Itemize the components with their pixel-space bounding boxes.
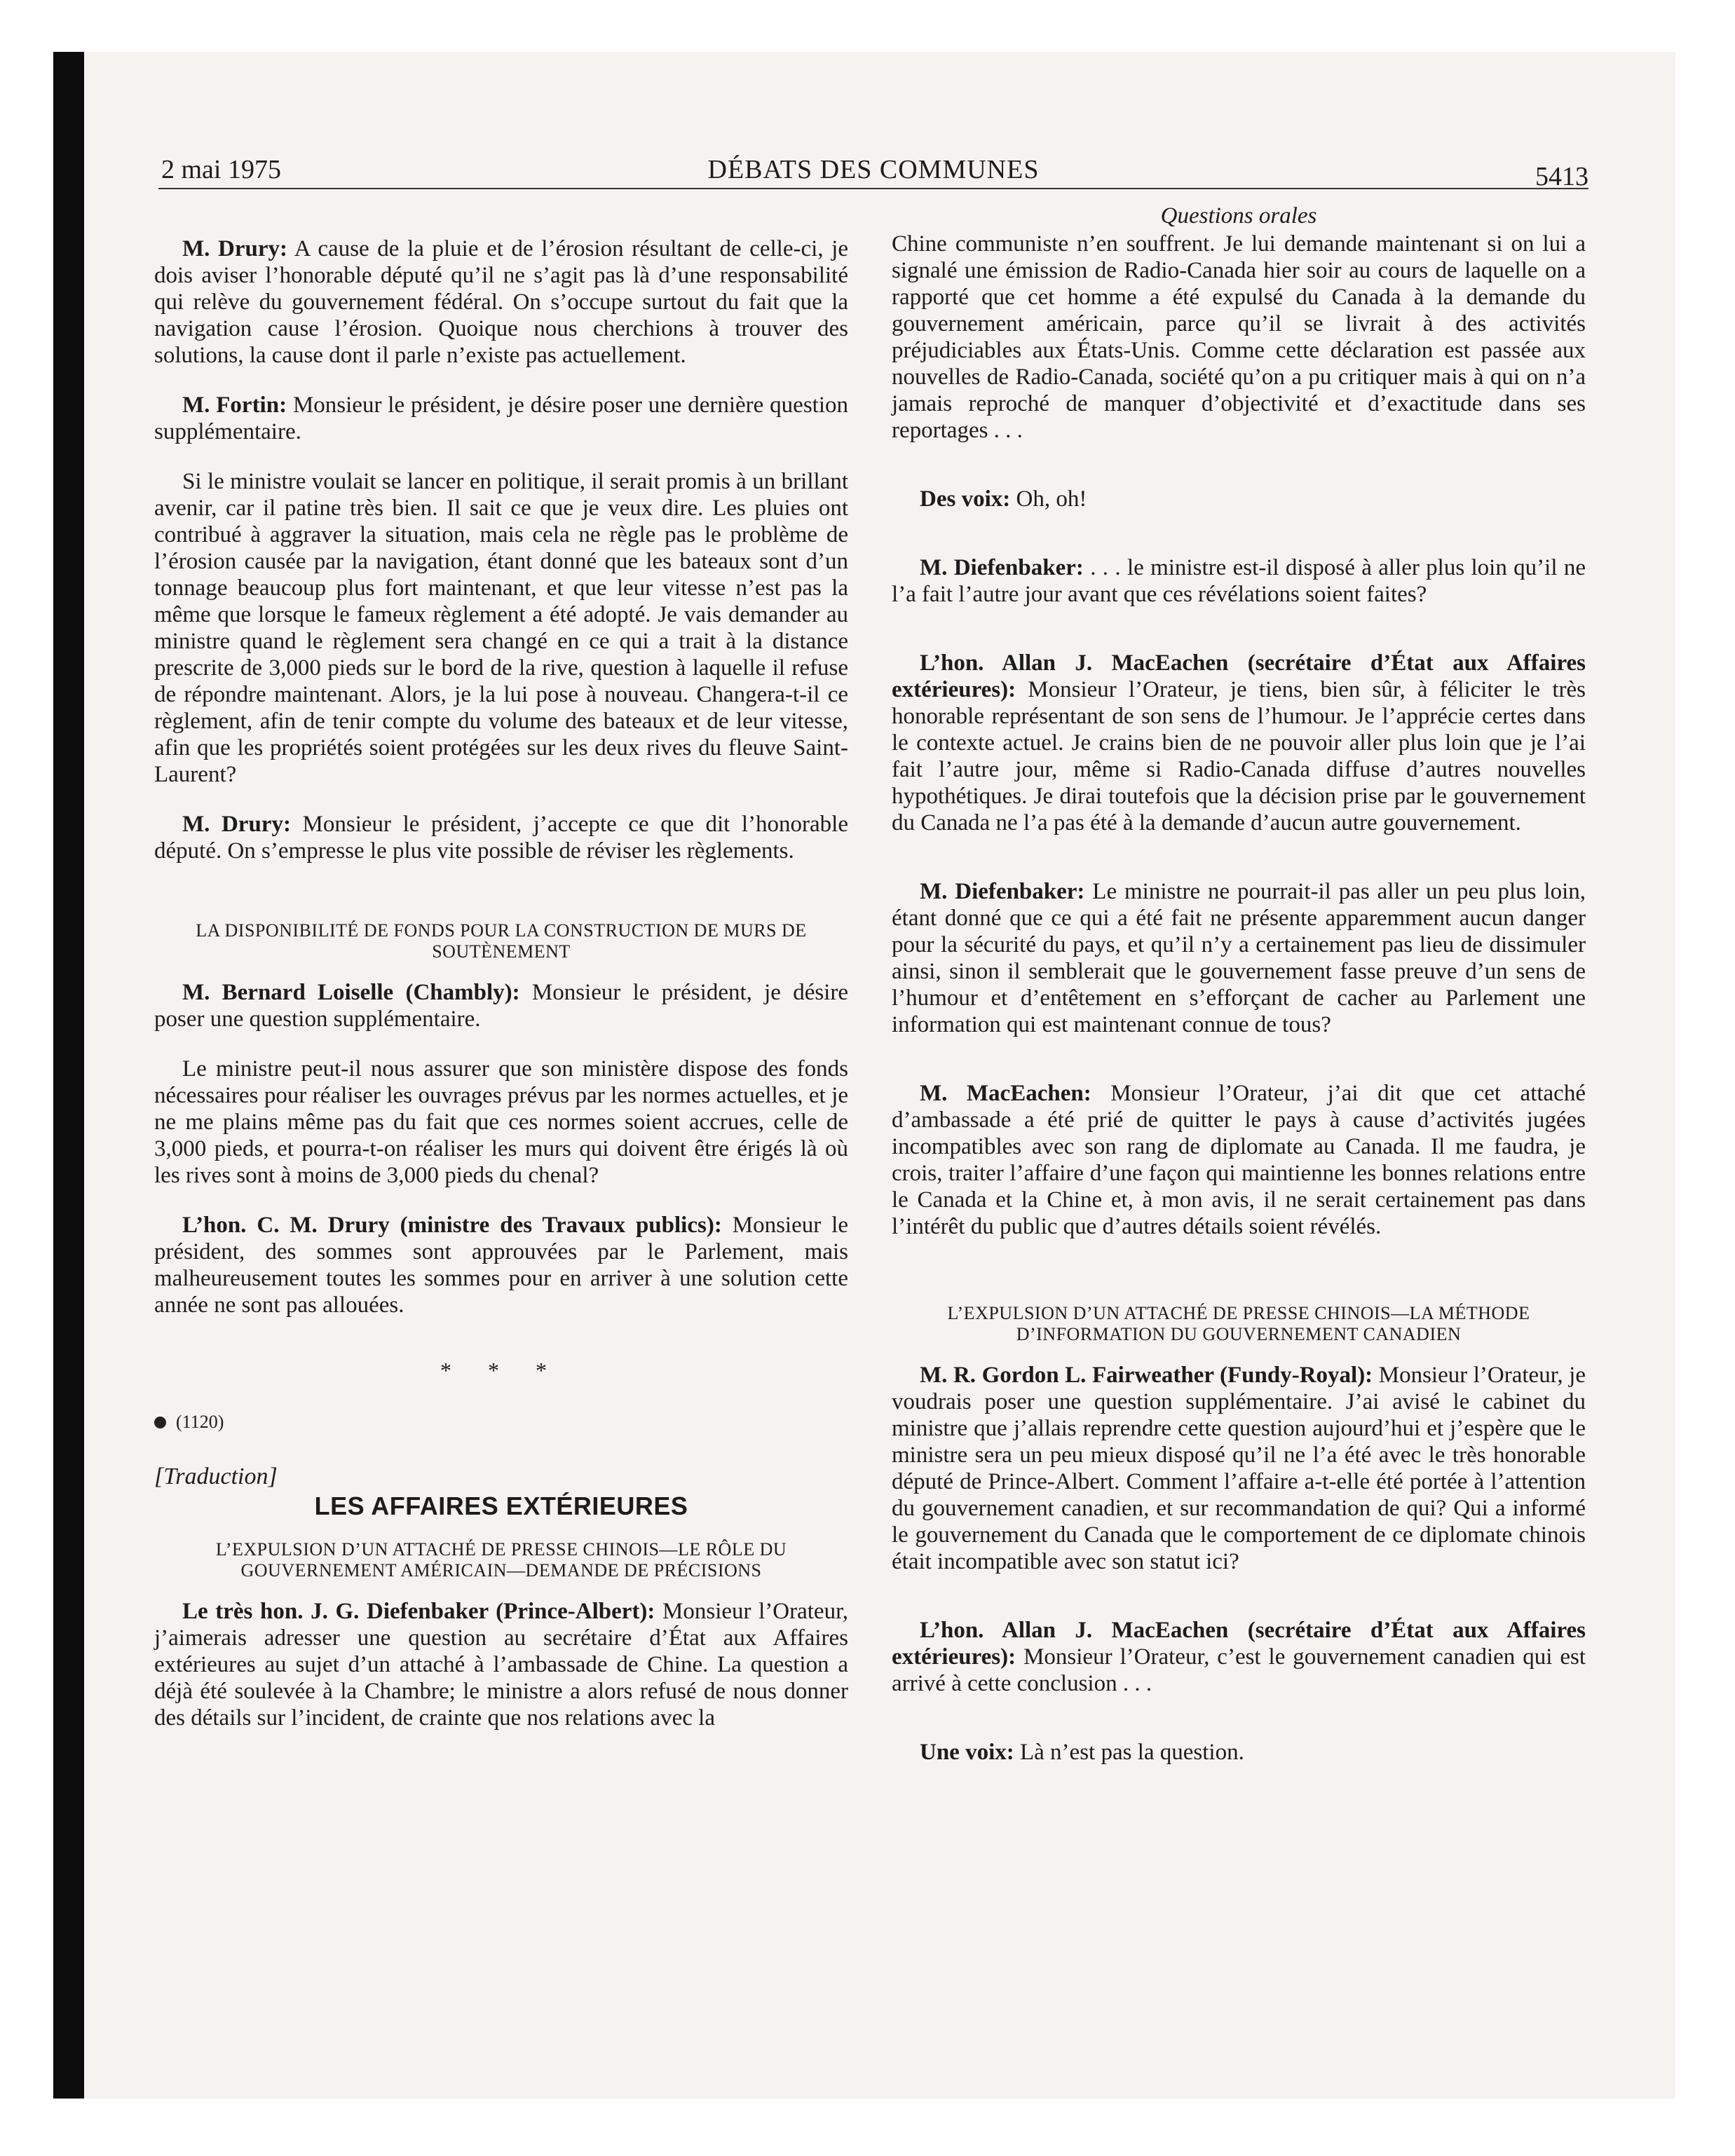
header-title: DÉBATS DES COMMUNES	[707, 155, 1040, 184]
paragraph-text: Monsieur le président, je désire poser une dernière question supplémentaire.	[154, 393, 849, 444]
speaker-name: M. MacEachen:	[920, 1081, 1091, 1106]
paragraph	[892, 878, 1586, 1038]
page-header	[158, 153, 1588, 189]
paragraph	[892, 650, 1586, 836]
speaker-name: L’hon. Allan J. MacEachen (secrétaire d’État aux Affaires extérieures):	[892, 1618, 1586, 1670]
paragraph	[892, 1362, 1586, 1575]
section-title: L’EXPULSION D’UN ATTACHÉ DE PRESSE CHINOIS—LE RÔLE DU GOUVERNEMENT AMÉRICAIN—DEMANDE DE PRÉCISIONS	[215, 1539, 787, 1581]
translation-note: [Traduction]	[154, 1464, 278, 1489]
speaker-name: M. Drury:	[182, 812, 291, 837]
paragraph	[892, 1739, 1586, 1766]
paragraph: Le ministre peut-il nous assurer que son ministère dispose des fonds nécessaires pour réaliser les ouvrages prévus par les normes actuelles, et je ne me plains même pas du fait que ces normes soient accrues, celle de 3,000 pieds, et pourra-t-on réaliser les murs qui doivent être érigés là où les rives sont à moins de 3,000 pieds du chenal?	[154, 1056, 848, 1188]
time-marker-text: (1120)	[176, 1412, 224, 1432]
paragraph	[892, 554, 1586, 608]
paragraph	[892, 486, 1586, 512]
speaker-name: M. Diefenbaker:	[920, 555, 1084, 580]
paragraph-text: Oh, oh!	[1010, 486, 1087, 512]
paragraph-text: Là n’est pas la question.	[1014, 1740, 1244, 1765]
paragraph-text: A cause de la pluie et de l’érosion résultant de celle-ci, je dois aviser l’honorable député qu’il ne s’agit pas là d’une responsabilité qui relève du gouvernement fédéral. On s’occupe surtout du fait que la navigation cause l’érosion. Quoique nous cherchions à trouver des solutions, la cause dont il parle n’existe pas actuellement.	[154, 236, 848, 368]
paragraph-text: Monsieur l’Orateur, j’aimerais adresser une question au secrétaire d’État aux Affaires extérieures au sujet d’un attaché à l’ambassade de Chine. La question a déjà été soulevée à la Chambre; le ministre a alors refusé de nous donner des détails sur l’incident, de crainte que nos relations avec la	[154, 1599, 848, 1731]
main-heading: LES AFFAIRES EXTÉRIEURES	[314, 1492, 688, 1520]
speaker-name: Une voix:	[920, 1740, 1014, 1765]
left-column	[154, 236, 848, 1731]
speaker-name: M. Diefenbaker:	[920, 879, 1085, 904]
paragraph	[154, 236, 848, 369]
time-marker	[154, 1412, 848, 1433]
speaker-name: M. Bernard Loiselle (Chambly):	[182, 980, 520, 1005]
paragraph-text: Le ministre ne pourrait-il pas aller un peu plus loin, étant donné que ce qui a été fait ne présente apparemment aucun danger pour la sécurité du pays, et qu’il n’y a certainement pas lieu de dissimuler ainsi, sinon il semblerait que le gouvernement fasse preuve d’un sens de l’humour et d’entêtement en s’efforçant de cacher au Parlement une information qui est maintenant connue de tous?	[892, 879, 1586, 1037]
paragraph: Si le ministre voulait se lancer en politique, il serait promis à un brillant avenir, car il patine très bien. Il sait ce que je veux dire. Les pluies ont contribué à aggraver la situation, mais cela ne règle pas le problème de l’érosion causée par la navigation, étant donné que les bateaux sont d’un tonnage beaucoup plus fort maintenant, et que leur vitesse n’est pas la même que lorsque le fameux règlement a été adopté. Je vais demander au ministre quand le règlement sera changé en ce qui a trait à la distance prescrite de 3,000 pieds sur le bord de la rive, question à laquelle il refuse de répondre maintenant. Alors, je la lui pose à nouveau. Changera-t-il ce règlement, afin de tenir compte du volume des bateaux et de leur vitesse, afin que les propriétés soient protégées sur les deux rives du fleuve Saint-Laurent?	[154, 469, 848, 787]
paragraph	[154, 811, 848, 864]
paragraph-text: Monsieur le président, j’accepte ce que dit l’honorable député. On s’empresse le plus vite possible de réviser les règlements.	[154, 812, 849, 864]
speaker-name: L’hon. C. M. Drury (ministre des Travaux publics):	[182, 1213, 722, 1238]
section-separator: * * *	[440, 1358, 562, 1383]
paragraph-text: Monsieur l’Orateur, je voudrais poser une question supplémentaire. J’ai avisé le cabinet du ministre que j’allais reprendre cette question aujourd’hui et j’espère que le ministre sera un peu mieux disposé qu’il ne l’a été avec le très honorable député de Prince-Albert. Comment l’affaire a-t-elle été portée à l’attention du gouvernement canadien, et sur recommandation de qui? Qui a informé le gouvernement du Canada que le comportement de ce diplomate chinois était incompatible avec son statut ici?	[892, 1363, 1586, 1574]
speaker-name: L’hon. Allan J. MacEachen (secrétaire d’État aux Affaires extérieures):	[892, 650, 1586, 702]
speaker-name: M. Fortin:	[182, 393, 287, 418]
section-title: L’EXPULSION D’UN ATTACHÉ DE PRESSE CHINOIS—LA MÉTHODE D’INFORMATION DU GOUVERNEMENT CANADIEN	[947, 1303, 1530, 1344]
bullet-dot-icon	[154, 1417, 166, 1428]
right-column	[892, 203, 1586, 1766]
paragraph	[892, 1080, 1586, 1240]
speaker-name: Des voix:	[920, 486, 1011, 512]
paragraph	[154, 1598, 848, 1731]
paragraph-text: Monsieur l’Orateur, j’ai dit que cet attaché d’ambassade a été prié de quitter le pays à cause d’activités jugées incompatibles avec son rang de diplomate au Canada. Il me faudra, je crois, traiter l’affaire d’une façon qui maintienne les bonnes relations entre le Canada et la Chine et, à mon avis, il ne serait certainement pas dans l’intérêt du public que d’autres détails soient révélés.	[892, 1081, 1586, 1239]
paragraph-text: Monsieur l’Orateur, c’est le gouvernement canadien qui est arrivé à cette conclusion . . .	[892, 1644, 1586, 1696]
speaker-name: M. R. Gordon L. Fairweather (Fundy-Royal):	[920, 1363, 1373, 1388]
paragraph	[154, 979, 848, 1032]
paragraph	[892, 1617, 1586, 1697]
speaker-name: Le très hon. J. G. Diefenbaker (Prince-Albert):	[182, 1599, 655, 1624]
speaker-name: M. Drury:	[182, 236, 287, 261]
paragraph-text: Monsieur l’Orateur, je tiens, bien sûr, à féliciter le très honorable représentant de son sens de l’humour. Je l’apprécie certes dans le contexte actuel. Je crains bien de ne pouvoir aller plus loin que je l’ai fait l’autre jour, même si Radio-Canada diffuse d’autres nouvelles hypothétiques. Je dirai toutefois que la décision prise par le gouvernement du Canada ne l’a pas été à la demande d’aucun autre gouvernement.	[892, 677, 1586, 835]
scan-edge-bar	[53, 52, 84, 2099]
running-head: Questions orales	[1160, 203, 1317, 228]
header-date: 2 mai 1975	[161, 155, 281, 184]
paragraph-text: Monsieur le président, je désire poser une question supplémentaire.	[154, 980, 848, 1032]
paragraph-text: Monsieur le président, des sommes sont approuvées par le Parlement, mais malheureusement toutes les sommes pour en arriver à une solution cette année ne sont pas allouées.	[154, 1213, 848, 1318]
page-number: 5413	[1535, 162, 1588, 191]
section-title: LA DISPONIBILITÉ DE FONDS POUR LA CONSTRUCTION DE MURS DE SOUTÈNEMENT	[196, 920, 807, 962]
paragraph	[154, 392, 848, 445]
paragraph	[154, 1212, 848, 1318]
paragraph-text: . . . le ministre est-il disposé à aller plus loin qu’il ne l’a fait l’autre jour avant que ces révélations soient faites?	[892, 555, 1586, 607]
paragraph: Chine communiste n’en souffrent. Je lui demande maintenant si on lui a signalé une émission de Radio-Canada hier soir au cours de laquelle on a rapporté que cet homme a été expulsé du Canada à la demande du gouvernement américain, parce qu’il se livrait à des activités préjudiciables aux États-Unis. Comme cette déclaration est passée aux nouvelles de Radio-Canada, société qu’on a pu critiquer mais à qui on n’a jamais reproché de manquer d’objectivité et d’exactitude dans ses reportages . . .	[892, 231, 1586, 443]
